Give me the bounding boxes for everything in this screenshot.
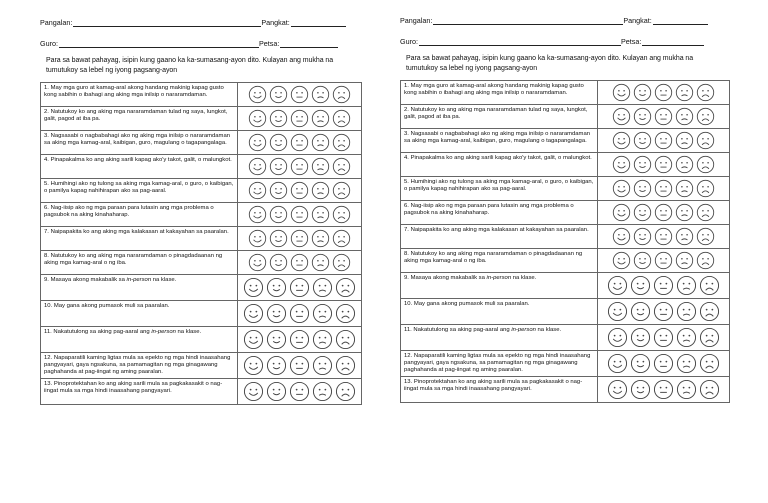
neutral-face-icon[interactable]: [289, 329, 310, 350]
question-number: 3.: [404, 131, 409, 137]
teacher-date-row: [400, 33, 730, 46]
question-statement-italic: in-person: [486, 275, 512, 281]
question-statement: Napaparatili kaming ligtas mula sa epekto ng mga hindi inaasahang pangyayari, gaya ngsakuna, sa pamamagitan ng mga ginagawang paghahanda at pag-iingat ng aming paaralan.: [404, 353, 591, 373]
question-text: [41, 275, 238, 301]
very-sad-face-icon[interactable]: [699, 353, 720, 374]
sad-face-icon[interactable]: [675, 227, 694, 246]
question-row: [401, 325, 730, 351]
question-text: [41, 227, 238, 251]
sad-face-icon[interactable]: [312, 303, 333, 324]
rating-faces: [598, 273, 730, 299]
very-sad-face-icon[interactable]: [696, 227, 715, 246]
happy-face-icon[interactable]: [266, 303, 287, 324]
date-label: Petsa:: [258, 39, 280, 48]
rating-faces: [598, 177, 730, 201]
question-text: [401, 325, 598, 351]
sad-face-icon[interactable]: [311, 85, 330, 104]
sad-face-icon[interactable]: [311, 157, 330, 176]
question-statement-pre: Nakatutulong sa aking pag-aaral ang: [53, 329, 152, 335]
question-text: [401, 225, 598, 249]
question-row: [41, 155, 362, 179]
very-sad-face-icon[interactable]: [335, 355, 356, 376]
question-statement: Naipapakita ko ang aking mga kalakasan at kakayahan sa paaralan.: [410, 227, 589, 233]
neutral-face-icon[interactable]: [290, 133, 309, 152]
question-statement: Humihingi ako ng tulong sa aking mga kamag-aral, o guro, o kaibigan, o pamilya kapag nahihirapan ako sa pag-aaral.: [44, 181, 234, 194]
neutral-face-icon[interactable]: [653, 379, 674, 400]
happy-face-icon[interactable]: [633, 179, 652, 198]
question-row: [401, 105, 730, 129]
sad-face-icon[interactable]: [676, 275, 697, 296]
sad-face-icon[interactable]: [311, 181, 330, 200]
question-row: [401, 273, 730, 299]
question-row: [41, 353, 362, 379]
teacher-date-row: [40, 35, 362, 48]
question-statement: Pinoprotektahan ko ang aking sarili mula sa pagkakasakit o nag-iingat mula sa mga hindi inaasahang pangyayari.: [44, 381, 223, 394]
question-statement-post: na klase.: [175, 329, 202, 335]
teacher-label: Guro:: [400, 37, 418, 46]
happy-face-icon[interactable]: [266, 355, 287, 376]
question-statement-post: na klase.: [535, 327, 562, 333]
happy-face-icon[interactable]: [633, 155, 652, 174]
name-label: Pangalan:: [400, 16, 433, 25]
very-sad-face-icon[interactable]: [335, 329, 356, 350]
rating-faces: [598, 105, 730, 129]
question-statement: Nagsasabi o nagbabahagi ako ng aking mga inilsip o nararamdaman sa aking mga kamag-aral, kaibigan, guro, magulang o tagapangalaga.: [44, 133, 231, 146]
rating-faces: [598, 81, 730, 105]
rating-faces: [598, 129, 730, 153]
teacher-field[interactable]: [59, 39, 259, 48]
very-sad-face-icon[interactable]: [696, 179, 715, 198]
question-row: [401, 351, 730, 377]
question-row: [41, 379, 362, 405]
question-number: 5.: [44, 181, 49, 187]
very-happy-face-icon[interactable]: [243, 277, 264, 298]
question-number: 6.: [44, 205, 49, 211]
sad-face-icon[interactable]: [312, 355, 333, 376]
question-statement-post: na klase.: [151, 277, 177, 283]
question-statement: Natutukoy ko ang aking mga nararamdaman o pinagdadaanan ng aking mga kamag-aral o ng iba.: [44, 253, 223, 266]
question-statement: Pinoprotektahan ko ang aking sarili mula sa pagkakasakit o nag-iingat mula sa mga hindi inaasahang pangyayari.: [404, 379, 583, 392]
rating-faces: [598, 153, 730, 177]
very-happy-face-icon[interactable]: [612, 227, 631, 246]
rating-faces: [598, 377, 730, 403]
very-sad-face-icon[interactable]: [332, 109, 351, 128]
neutral-face-icon[interactable]: [290, 85, 309, 104]
question-text: [401, 105, 598, 129]
question-number: 8.: [44, 253, 49, 259]
question-row: [41, 179, 362, 203]
question-text: [41, 83, 238, 107]
survey-table: [40, 82, 362, 405]
very-sad-face-icon[interactable]: [696, 83, 715, 102]
question-statement: Pinapakalma ko ang aking sarili kapag ako'y takot, galit, o malungkot.: [50, 157, 232, 163]
rating-faces: [598, 299, 730, 325]
question-statement: May mga guro at kamag-aral akong handang makinig kapag gusto kong sabihin o ibahagi ang aking mga inilsip o nararamdaman.: [404, 83, 584, 96]
rating-faces: [598, 249, 730, 273]
question-text: [401, 81, 598, 105]
sad-face-icon[interactable]: [312, 329, 333, 350]
neutral-face-icon[interactable]: [290, 205, 309, 224]
happy-face-icon[interactable]: [633, 83, 652, 102]
very-happy-face-icon[interactable]: [612, 179, 631, 198]
rating-faces: [238, 131, 362, 155]
question-number: 13.: [404, 379, 413, 385]
question-row: [401, 249, 730, 273]
name-field[interactable]: [73, 18, 261, 27]
happy-face-icon[interactable]: [630, 379, 651, 400]
very-happy-face-icon[interactable]: [248, 85, 267, 104]
very-happy-face-icon[interactable]: [612, 251, 631, 270]
question-text: [41, 131, 238, 155]
neutral-face-icon[interactable]: [290, 229, 309, 248]
name-label: Pangalan:: [40, 18, 73, 27]
neutral-face-icon[interactable]: [654, 155, 673, 174]
question-number: 7.: [404, 227, 409, 233]
very-happy-face-icon[interactable]: [248, 253, 267, 272]
happy-face-icon[interactable]: [630, 301, 651, 322]
happy-face-icon[interactable]: [269, 253, 288, 272]
happy-face-icon[interactable]: [266, 329, 287, 350]
question-statement: Nag-iisip ako ng mga paraan para lutasin ang mga problema o pagsubok na aking kinahaharap.: [404, 203, 574, 216]
very-sad-face-icon[interactable]: [332, 157, 351, 176]
very-sad-face-icon[interactable]: [332, 229, 351, 248]
very-sad-face-icon[interactable]: [332, 85, 351, 104]
instructions: Para sa bawat pahayag, isipin kung gaano ka ka-sumasang-ayon dito. Kulayan ang mukha na tumutukoy sa lebel ng iyong pagsang-ayon: [406, 55, 694, 72]
question-number: 4.: [44, 157, 49, 163]
question-statement: Naipapakita ko ang aking mga kalakasan at kakayahan sa paaralan.: [50, 229, 229, 235]
question-row: [41, 327, 362, 353]
teacher-field[interactable]: [419, 37, 621, 46]
very-happy-face-icon[interactable]: [248, 157, 267, 176]
question-text: [41, 155, 238, 179]
question-statement-post: na klase.: [511, 275, 537, 281]
question-row: [41, 203, 362, 227]
very-happy-face-icon[interactable]: [248, 229, 267, 248]
question-number: 8.: [404, 251, 409, 257]
question-number: 1.: [404, 83, 409, 89]
question-text: [41, 301, 238, 327]
very-sad-face-icon[interactable]: [332, 205, 351, 224]
question-number: 6.: [404, 203, 409, 209]
question-statement: Napaparatili kaming ligtas mula sa epekto ng mga hindi inaasahang pangyayari, gaya ngsakuna, sa pamamagitan ng mga ginagawang paghahanda at pag-iingat ng aming paaralan.: [44, 355, 231, 375]
very-happy-face-icon[interactable]: [243, 381, 264, 402]
sad-face-icon[interactable]: [311, 109, 330, 128]
sad-face-icon[interactable]: [311, 205, 330, 224]
question-number: 9.: [44, 277, 49, 283]
happy-face-icon[interactable]: [633, 203, 652, 222]
sad-face-icon[interactable]: [675, 131, 694, 150]
question-statement: Natutukoy ko ang aking mga nararamdaman tulad ng saya, lungkot, galit, pagod at iba pa.: [404, 107, 588, 120]
question-row: [41, 83, 362, 107]
question-number: 7.: [44, 229, 49, 235]
very-happy-face-icon[interactable]: [243, 329, 264, 350]
sad-face-icon[interactable]: [676, 379, 697, 400]
question-row: [41, 251, 362, 275]
question-number: 9.: [404, 275, 409, 281]
question-row: [41, 301, 362, 327]
question-row: [41, 227, 362, 251]
question-text: [41, 379, 238, 405]
very-happy-face-icon[interactable]: [243, 355, 264, 376]
sad-face-icon[interactable]: [675, 203, 694, 222]
happy-face-icon[interactable]: [266, 277, 287, 298]
question-number: 1.: [44, 85, 49, 91]
happy-face-icon[interactable]: [633, 131, 652, 150]
question-row: [401, 177, 730, 201]
rating-faces: [238, 107, 362, 131]
neutral-face-icon[interactable]: [654, 227, 673, 246]
question-text: [41, 203, 238, 227]
neutral-face-icon[interactable]: [654, 83, 673, 102]
very-happy-face-icon[interactable]: [612, 131, 631, 150]
question-statement: Nag-iisip ako ng mga paraan para lutasin ang mga problema o pagsubok na aking kinahaharap.: [44, 205, 214, 218]
question-statement: Natutukoy ko ang aking mga nararamdaman o pinagdadaanan ng aking mga kamag-aral o ng iba.: [404, 251, 583, 264]
sad-face-icon[interactable]: [676, 301, 697, 322]
question-number: 2.: [44, 109, 49, 115]
section-field[interactable]: [653, 16, 708, 25]
sad-face-icon[interactable]: [675, 179, 694, 198]
very-sad-face-icon[interactable]: [332, 133, 351, 152]
question-row: [401, 377, 730, 403]
question-row: [401, 81, 730, 105]
very-sad-face-icon[interactable]: [699, 327, 720, 348]
very-sad-face-icon[interactable]: [699, 301, 720, 322]
neutral-face-icon[interactable]: [654, 203, 673, 222]
question-statement: Humihingi ako ng tulong sa aking mga kamag-aral, o guro, o kaibigan, o pamilya kapag nahihirapan ako sa pag-aaral.: [404, 179, 594, 192]
question-statement: Nagsasabi o nagbabahagi ako ng aking mga inilsip o nararamdaman sa aking mga kamag-aral, kaibigan, guro, magulang o tagapangalaga.: [404, 131, 591, 144]
neutral-face-icon[interactable]: [653, 353, 674, 374]
very-sad-face-icon[interactable]: [335, 303, 356, 324]
question-number: 11.: [44, 329, 52, 335]
survey-table: [400, 80, 730, 403]
question-statement-italic: in-person: [126, 277, 152, 283]
rating-faces: [238, 353, 362, 379]
very-happy-face-icon[interactable]: [607, 379, 628, 400]
sad-face-icon[interactable]: [311, 133, 330, 152]
question-number: 3.: [44, 133, 49, 139]
question-statement-pre: Nakatutulong sa aking pag-aaral ang: [413, 327, 512, 333]
survey-sheet-left: [40, 14, 362, 405]
question-number: 11.: [404, 327, 412, 333]
happy-face-icon[interactable]: [269, 133, 288, 152]
question-number: 4.: [404, 155, 409, 161]
very-happy-face-icon[interactable]: [607, 275, 628, 296]
question-statement: May gana akong pumasok muli sa paaralan.: [413, 301, 530, 307]
happy-face-icon[interactable]: [633, 251, 652, 270]
rating-faces: [238, 301, 362, 327]
question-statement-pre: Masaya akong makabalik sa: [50, 277, 127, 283]
sad-face-icon[interactable]: [675, 251, 694, 270]
name-section-row: [400, 12, 730, 25]
question-row: [41, 107, 362, 131]
sad-face-icon[interactable]: [312, 381, 333, 402]
rating-faces: [598, 325, 730, 351]
very-happy-face-icon[interactable]: [612, 83, 631, 102]
very-happy-face-icon[interactable]: [612, 107, 631, 126]
section-field[interactable]: [291, 18, 346, 27]
question-row: [401, 129, 730, 153]
name-section-row: [40, 14, 362, 27]
sad-face-icon[interactable]: [676, 327, 697, 348]
neutral-face-icon[interactable]: [654, 131, 673, 150]
sad-face-icon[interactable]: [311, 229, 330, 248]
date-field[interactable]: [280, 39, 338, 48]
question-statement: May gana akong pumasok muli sa paaralan.: [53, 303, 170, 309]
question-text: [41, 353, 238, 379]
question-text: [401, 299, 598, 325]
neutral-face-icon[interactable]: [653, 275, 674, 296]
rating-faces: [238, 251, 362, 275]
very-happy-face-icon[interactable]: [607, 301, 628, 322]
happy-face-icon[interactable]: [630, 327, 651, 348]
happy-face-icon[interactable]: [266, 381, 287, 402]
sad-face-icon[interactable]: [675, 107, 694, 126]
happy-face-icon[interactable]: [269, 109, 288, 128]
very-happy-face-icon[interactable]: [248, 109, 267, 128]
happy-face-icon[interactable]: [633, 107, 652, 126]
date-field[interactable]: [642, 37, 704, 46]
neutral-face-icon[interactable]: [654, 179, 673, 198]
question-number: 10.: [404, 301, 413, 307]
very-happy-face-icon[interactable]: [607, 327, 628, 348]
question-text: [401, 249, 598, 273]
question-number: 5.: [404, 179, 409, 185]
survey-sheet-right: [400, 12, 730, 403]
neutral-face-icon[interactable]: [290, 109, 309, 128]
question-text: [401, 153, 598, 177]
neutral-face-icon[interactable]: [654, 107, 673, 126]
very-sad-face-icon[interactable]: [696, 155, 715, 174]
very-happy-face-icon[interactable]: [612, 155, 631, 174]
neutral-face-icon[interactable]: [289, 303, 310, 324]
question-number: 12.: [404, 353, 413, 359]
question-number: 13.: [44, 381, 53, 387]
very-happy-face-icon[interactable]: [248, 205, 267, 224]
date-label: Petsa:: [620, 37, 642, 46]
very-sad-face-icon[interactable]: [696, 107, 715, 126]
question-row: [401, 299, 730, 325]
happy-face-icon[interactable]: [630, 275, 651, 296]
sad-face-icon[interactable]: [676, 353, 697, 374]
rating-faces: [598, 225, 730, 249]
very-happy-face-icon[interactable]: [612, 203, 631, 222]
very-sad-face-icon[interactable]: [332, 181, 351, 200]
teacher-label: Guro:: [40, 39, 58, 48]
instructions: Para sa bawat pahayag, isipin kung gaano ka ka-sumasang-ayon dito. Kulayan ang mukha na tumutukoy sa lebel ng iyong pagsang-ayon: [46, 57, 334, 74]
neutral-face-icon[interactable]: [290, 181, 309, 200]
happy-face-icon[interactable]: [630, 353, 651, 374]
question-text: [41, 179, 238, 203]
name-field[interactable]: [433, 16, 623, 25]
neutral-face-icon[interactable]: [654, 251, 673, 270]
neutral-face-icon[interactable]: [290, 253, 309, 272]
happy-face-icon[interactable]: [269, 85, 288, 104]
happy-face-icon[interactable]: [269, 181, 288, 200]
question-statement-pre: Masaya akong makabalik sa: [410, 275, 487, 281]
very-sad-face-icon[interactable]: [335, 277, 356, 298]
rating-faces: [238, 327, 362, 353]
very-sad-face-icon[interactable]: [696, 251, 715, 270]
question-number: 2.: [404, 107, 409, 113]
rating-faces: [238, 227, 362, 251]
question-number: 10.: [44, 303, 53, 309]
neutral-face-icon[interactable]: [653, 327, 674, 348]
rating-faces: [238, 179, 362, 203]
section-label: Pangkat:: [261, 18, 290, 27]
very-happy-face-icon[interactable]: [607, 353, 628, 374]
happy-face-icon[interactable]: [269, 157, 288, 176]
question-text: [401, 177, 598, 201]
question-text: [41, 251, 238, 275]
neutral-face-icon[interactable]: [289, 277, 310, 298]
happy-face-icon[interactable]: [269, 205, 288, 224]
very-sad-face-icon[interactable]: [699, 379, 720, 400]
question-text: [401, 377, 598, 403]
section-label: Pangkat:: [623, 16, 652, 25]
rating-faces: [238, 203, 362, 227]
rating-faces: [238, 83, 362, 107]
question-text: [401, 273, 598, 299]
sad-face-icon[interactable]: [675, 155, 694, 174]
sad-face-icon[interactable]: [312, 277, 333, 298]
question-number: 12.: [44, 355, 53, 361]
rating-faces: [598, 351, 730, 377]
rating-faces: [238, 379, 362, 405]
question-row: [401, 153, 730, 177]
very-sad-face-icon[interactable]: [332, 253, 351, 272]
very-sad-face-icon[interactable]: [696, 203, 715, 222]
question-row: [401, 225, 730, 249]
rating-faces: [238, 155, 362, 179]
question-statement: Pinapakalma ko ang aking sarili kapag ako'y takot, galit, o malungkot.: [410, 155, 592, 161]
question-statement: Natutukoy ko ang aking mga nararamdaman tulad ng saya, lungkot, galit, pagod at iba pa.: [44, 109, 228, 122]
question-row: [41, 131, 362, 155]
question-statement: May mga guro at kamag-aral akong handang makinig kapag gusto kong sabihin o ibahagi ang aking mga inilsip o nararamdaman.: [44, 85, 224, 98]
very-happy-face-icon[interactable]: [248, 181, 267, 200]
question-text: [401, 201, 598, 225]
question-text: [41, 327, 238, 353]
very-sad-face-icon[interactable]: [335, 381, 356, 402]
happy-face-icon[interactable]: [633, 227, 652, 246]
question-row: [401, 201, 730, 225]
question-statement-italic: in-person: [511, 327, 536, 333]
sad-face-icon[interactable]: [675, 83, 694, 102]
question-statement-italic: in-person: [151, 329, 176, 335]
question-text: [401, 351, 598, 377]
question-text: [401, 129, 598, 153]
question-text: [41, 107, 238, 131]
very-sad-face-icon[interactable]: [696, 131, 715, 150]
neutral-face-icon[interactable]: [653, 301, 674, 322]
neutral-face-icon[interactable]: [289, 381, 310, 402]
neutral-face-icon[interactable]: [289, 355, 310, 376]
rating-faces: [598, 201, 730, 225]
question-row: [41, 275, 362, 301]
sad-face-icon[interactable]: [311, 253, 330, 272]
rating-faces: [238, 275, 362, 301]
very-sad-face-icon[interactable]: [699, 275, 720, 296]
happy-face-icon[interactable]: [269, 229, 288, 248]
very-happy-face-icon[interactable]: [243, 303, 264, 324]
very-happy-face-icon[interactable]: [248, 133, 267, 152]
neutral-face-icon[interactable]: [290, 157, 309, 176]
